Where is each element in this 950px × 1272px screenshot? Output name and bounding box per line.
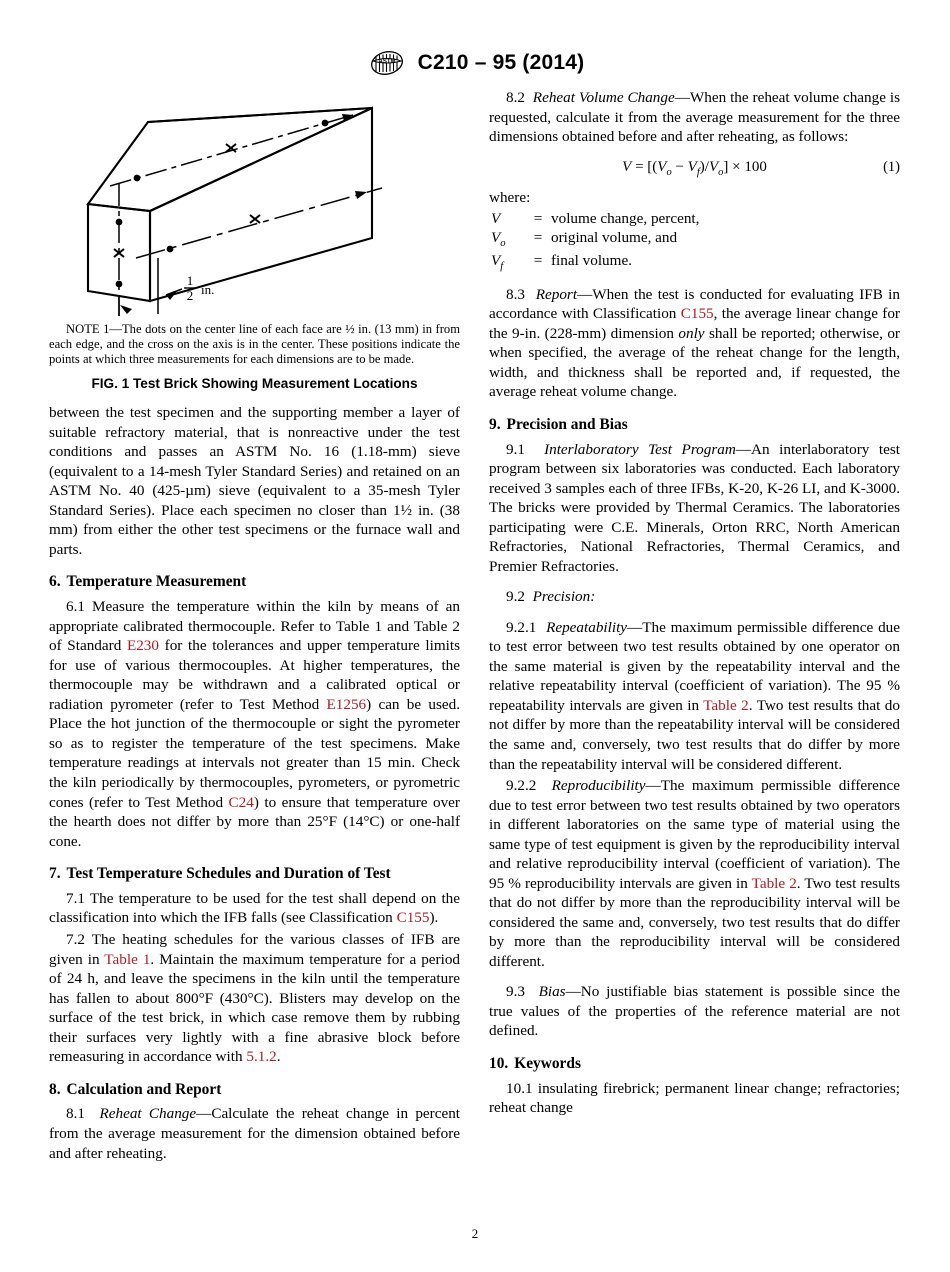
paragraph-9-2-1 (489, 618, 900, 774)
side-face-axis-arrows (355, 191, 367, 199)
where-symbol: $V_f$ (491, 251, 504, 272)
paragraph-9-2-1-number: 9.2.1 (506, 618, 537, 636)
reference-e230[interactable]: E230 (126, 637, 159, 655)
page-header (0, 48, 950, 78)
section-heading-6 (49, 572, 460, 592)
section-number-9: 9. (489, 415, 501, 433)
paragraph-8-3-title: Report (535, 285, 578, 303)
svg-text:2: 2 (186, 288, 193, 303)
reference-e1256[interactable]: E1256 (326, 695, 367, 713)
paragraph-9-2-1-part-b: . Two test results that do not differ by more than the repeatability interval will be considered the same and, conversely, two test results that do differ by more than the repeatability interval will be considered different. (489, 696, 900, 773)
paragraph-9-3-text: —No justifiable bias statement is possible since the true values of the properties of the reference material are not defined. (489, 983, 900, 1040)
figure-note-text: —The dots on the center line of each face are ½ in. (13 mm) in from each edge, and the cross on the axis is in the center. These positions indicate the points at which three measurements for each dimensions are to be made. (49, 322, 460, 367)
where-equals: = (533, 209, 543, 227)
paragraph-10-1: 10.1 insulating firebrick; permanent linear change; refractories; reheat change (489, 1079, 900, 1117)
measurement-dot (115, 219, 122, 226)
section-title-7: Test Temperature Schedules and Duration of Test (66, 865, 391, 883)
paragraph-8-1 (49, 1104, 460, 1163)
paragraph-9-2-title: Precision: (532, 588, 596, 606)
figure-note-label: NOTE 1 (66, 322, 110, 336)
paragraph-8-2 (489, 88, 900, 147)
page-number: 2 (471, 1226, 479, 1241)
paragraph-9-3 (489, 982, 900, 1041)
figure-caption: FIG. 1 Test Brick Showing Measurement Locations (91, 375, 418, 391)
paragraph-8-3 (489, 285, 900, 402)
paragraph-9-2-2-part-b: . Two test results that do not differ by more than the reproducibility interval will be considered the same and, conversely, two test results that do differ by more than the reproducibility interval will be considered different. (489, 874, 901, 970)
where-definition: original volume, and (551, 229, 678, 247)
paragraph-9-2-2-part-a: —The maximum permissible difference due to test error between two test results obtained by two operators in different laboratories on the same type of material using the same type of test equipment is given by the reproducibility interval and relative reproducibility interval (coefficient of variation). The 95 % reproducibility intervals are given in (489, 777, 901, 892)
where-definition-table (489, 209, 699, 274)
test-brick-diagram (70, 88, 440, 318)
section-heading-8 (49, 1080, 460, 1100)
continued-paragraph: between the test specimen and the supporting member a layer of suitable refractory material, that is nonreactive under the test conditions and passes an ASTM No. 16 (1.18-mm) sieve (equivalent to a 14-mesh Tyler Standard Series) and retained on an ASTM No. 40 (425-µm) sieve (equivalent to a 35-mesh Tyler Standard Series). Place each specimen no closer than 1½ in. (38 mm) from either the other test specimens or the furnace wall and parts. (49, 404, 460, 558)
paragraph-8-2-number: 8.2 (506, 89, 525, 106)
measurement-cross (250, 215, 260, 223)
reference-c155-left[interactable]: C155 (396, 909, 430, 927)
paragraph-6-1-part-a: 6.1 Measure the temperature within the kiln by means of an appropriate calibrated thermocouple. Refer to Table 1 and Table 2 of Standard (49, 598, 460, 655)
paragraph-9-1-title: Interlaboratory Test Program (544, 440, 736, 458)
paragraph-9-2 (489, 587, 900, 607)
paragraph-6-1-part-d: ) to ensure that temperature over the hearth does not differ by more than 25°F (14°C) or one-half cone. (49, 793, 460, 850)
section-heading-9 (489, 415, 900, 435)
where-label: where: (489, 189, 531, 207)
where-row (489, 228, 699, 251)
reference-table-1[interactable]: Table 1 (104, 950, 151, 968)
paragraph-9-2-1-part-a: —The maximum permissible difference due to test error between two test results obtained by one operator on the same material is given by the repeatability interval and the relative repeatability interval (coefficient of variation). The 95 % repeatability intervals are given in (489, 618, 901, 714)
paragraph-9-1-number: 9.1 (506, 440, 525, 458)
paragraph-9-2-number: 9.2 (506, 588, 525, 606)
reference-5-1-2[interactable]: 5.1.2 (246, 1048, 277, 1066)
paragraph-8-2-text: —When the reheat volume change is requested, calculate it from the average measurement for the three dimensions obtained before and after reheating, as follows: (489, 89, 901, 146)
equation-1-body: $V = [(V_o - V_f)/V_o] \times 100$ (622, 158, 767, 178)
paragraph-9-2-2-title: Reproducibility (551, 777, 646, 795)
reference-table-2-a[interactable]: Table 2 (703, 696, 749, 714)
section-number-6: 6. (49, 573, 61, 591)
paragraph-9-2-1-title: Repeatability (546, 618, 628, 636)
where-equals: = (533, 229, 543, 247)
paragraph-9-1 (489, 440, 900, 577)
paragraph-9-1-text: —An interlaboratory test program between six laboratories was conducted. Each laboratory received 3 samples each of three IFBs, K-20, K-26 LI, and K-3000. The bricks were provided by Thermal Ceramics. The laboratories participating were C.E. Minerals, Orton RRC, North American Refractories, National Refractories, Thermal Ceramics, and Premier Refractories. (489, 440, 900, 575)
measurement-dot (115, 281, 122, 288)
astm-logo-icon (366, 48, 408, 78)
paragraph-8-2-title: Reheat Volume Change (532, 89, 675, 106)
where-equals: = (533, 251, 543, 269)
paragraph-8-3-part-a: —When the test is conducted for evaluating IFB in accordance with Classification (489, 285, 900, 323)
section-title-10: Keywords (514, 1054, 581, 1072)
paragraph-7-2-part-b: . Maintain the maximum temperature for a period of 24 h, and leave the specimens in the kiln until the temperature has fallen to about 800°F (430°C). Blisters may develop on the surface of the test brick, in which case remove them by rubbing their surfaces very lightly with a fine abrasive block before remeasuring in accordance with (49, 950, 461, 1066)
paragraph-6-1-part-c: ) can be used. Place the hot junction of the thermocouple or sight the pyrometer so as to register the temperature of the test specimens. Make temperature readings at intervals not greater than 15 min. Check the kiln periodically by thermocouples, pyrometers, or pyrometric cones (refer to Test Method (49, 695, 460, 811)
where-row (489, 209, 699, 229)
reference-c24[interactable]: C24 (228, 793, 254, 811)
paragraph-9-3-title: Bias (538, 983, 566, 1001)
measurement-dot (166, 246, 173, 253)
measurement-dot (321, 120, 328, 127)
figure-note (49, 322, 460, 368)
paragraph-9-3-number: 9.3 (506, 983, 525, 1001)
paragraph-9-2-2 (489, 776, 900, 971)
paragraph-7-1-part-b: ). (429, 909, 439, 927)
paragraph-8-3-part-b1: , the average linear change for the 9-in. (228-mm) dimension (489, 305, 900, 342)
svg-text:1: 1 (186, 273, 193, 288)
section-number-7: 7. (49, 865, 61, 883)
section-title-9: Precision and Bias (506, 415, 628, 433)
section-number-8: 8. (49, 1080, 61, 1098)
measurement-dot (133, 175, 140, 182)
svg-text:in.: in. (200, 282, 214, 297)
where-definition: final volume. (551, 251, 632, 269)
right-column (489, 88, 900, 1120)
paragraph-8-3-number: 8.3 (506, 285, 525, 303)
document-title: C210 – 95 (2014) (417, 51, 585, 74)
section-title-8: Calculation and Report (66, 1080, 222, 1098)
left-column (49, 88, 460, 1165)
paragraph-8-3-part-b2: shall be reported; otherwise, or when specified, the average of the reheat change for the length, width, and thickness shall be reported and, if requested, the average reheat volume change. (489, 324, 900, 401)
paragraph-8-1-text: —Calculate the reheat change in percent from the average measurement for the dimension obtained before and after reheating. (49, 1105, 461, 1162)
where-symbol: $V_o$ (491, 229, 506, 250)
section-heading-10 (489, 1054, 900, 1074)
section-number-10: 10. (489, 1054, 509, 1072)
paragraph-7-2-part-c: . (276, 1048, 281, 1066)
equation-1-number: (1) (883, 158, 900, 175)
reference-c155-right[interactable]: C155 (680, 305, 714, 323)
where-row (489, 251, 699, 274)
where-symbol: V (491, 209, 501, 227)
paragraph-9-2-2-number: 9.2.2 (506, 777, 537, 795)
where-definition: volume change, percent, (551, 209, 700, 227)
paragraph-6-1 (49, 597, 460, 851)
paragraph-7-1-part-a: 7.1 The temperature to be used for the test shall depend on the classification into which the IFB falls (see Classification (49, 889, 460, 927)
equation-1 (489, 158, 900, 179)
paragraph-7-1 (49, 889, 460, 928)
section-heading-7 (49, 864, 460, 884)
figure-1 (49, 88, 460, 392)
paragraph-8-1-title: Reheat Change (99, 1105, 197, 1123)
paragraph-6-1-part-b: for the tolerances and upper temperature limits for use of various thermocouples. At higher temperatures, the thermocouple may be withdrawn and a calibrated optical or radiation pyrometer (refer to Test Method (49, 637, 460, 713)
svg-text:ASTM: ASTM (378, 59, 396, 65)
paragraph-8-1-number: 8.1 (66, 1105, 85, 1123)
reference-table-2-b[interactable]: Table 2 (751, 874, 797, 892)
section-title-6: Temperature Measurement (66, 573, 247, 591)
paragraph-7-2-part-a: 7.2 The heating schedules for the various classes of IFB are given in (49, 930, 460, 968)
paragraph-8-3-emphasis: only (678, 324, 705, 342)
paragraph-7-2 (49, 930, 460, 1067)
